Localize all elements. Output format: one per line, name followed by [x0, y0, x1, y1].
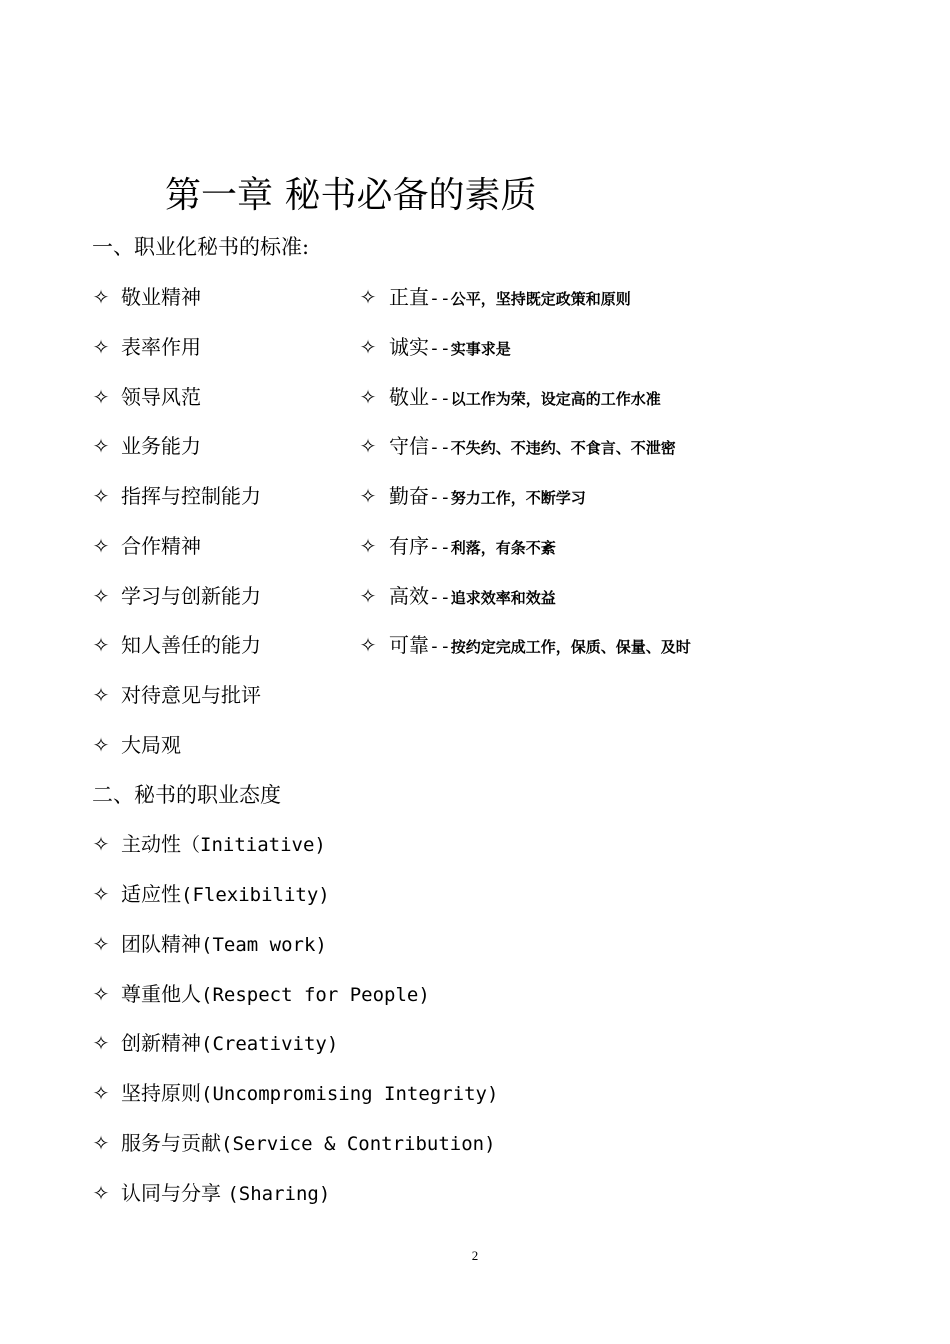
- attitude-en: (Service & Contribution): [221, 1133, 496, 1155]
- quality-separator: --: [429, 587, 451, 608]
- attitude-zh: 认同与分享: [121, 1181, 228, 1205]
- list-item: [0, 1028, 950, 1058]
- quality-description: 实事求是: [450, 340, 511, 358]
- attitude-zh: 尊重他人: [121, 982, 201, 1006]
- quality-item: [389, 282, 631, 314]
- quality-item: [389, 431, 676, 463]
- standard-item: 大局观: [121, 733, 181, 757]
- quality-description: 公平，坚持既定政策和原则: [450, 290, 631, 308]
- list-item: [0, 531, 950, 561]
- quality-separator: --: [429, 288, 451, 309]
- attitude-item: [121, 1128, 496, 1159]
- bullet-icon: ✧: [359, 484, 377, 508]
- attitude-zh: 主动性: [121, 832, 181, 856]
- attitude-en: (Respect for People): [201, 984, 430, 1006]
- attitude-en: (Sharing): [227, 1183, 331, 1205]
- chapter-title: 第一章 秘书必备的素质: [165, 175, 537, 216]
- quality-item: [389, 581, 556, 613]
- attitude-zh: 创新精神: [121, 1031, 201, 1055]
- attitude-item: [121, 1078, 498, 1109]
- quality-description: 按约定完成工作，保质、保量、及时: [450, 638, 691, 656]
- standard-item: 合作精神: [121, 534, 201, 558]
- bullet-icon: ✧: [92, 335, 110, 359]
- bullet-icon: ✧: [92, 633, 110, 657]
- list-item: [0, 1078, 950, 1108]
- list-item: [0, 382, 950, 412]
- attitude-item: [121, 929, 327, 960]
- list-item: [0, 680, 950, 710]
- quality-description: 利落，有条不紊: [450, 539, 556, 557]
- bullet-icon: ✧: [92, 1081, 110, 1105]
- bullet-icon: ✧: [92, 932, 110, 956]
- attitude-zh: 坚持原则: [121, 1081, 201, 1105]
- bullet-icon: ✧: [92, 484, 110, 508]
- list-item: [0, 332, 950, 362]
- attitude-item: [121, 1028, 338, 1059]
- quality-separator: --: [429, 487, 451, 508]
- list-item: [0, 630, 950, 660]
- bullet-icon: ✧: [92, 434, 110, 458]
- list-item: [0, 581, 950, 611]
- bullet-icon: ✧: [92, 733, 110, 757]
- bullet-icon: ✧: [92, 1131, 110, 1155]
- attitude-item: [121, 829, 326, 860]
- quality-item: [389, 531, 556, 563]
- quality-term: 可靠: [389, 633, 429, 657]
- standard-item: 表率作用: [121, 335, 201, 359]
- quality-separator: --: [429, 437, 451, 458]
- bullet-icon: ✧: [92, 385, 110, 409]
- bullet-icon: ✧: [359, 434, 377, 458]
- bullet-icon: ✧: [359, 385, 377, 409]
- standard-item: 指挥与控制能力: [121, 484, 261, 508]
- quality-term: 诚实: [389, 335, 429, 359]
- quality-description: 追求效率和效益: [450, 589, 556, 607]
- quality-separator: --: [429, 338, 451, 359]
- attitude-en: (Flexibility): [181, 884, 330, 906]
- standard-item: 敬业精神: [121, 285, 201, 309]
- list-item: [0, 1128, 950, 1158]
- bullet-icon: ✧: [359, 335, 377, 359]
- bullet-icon: ✧: [359, 584, 377, 608]
- quality-term: 敬业: [389, 385, 429, 409]
- standard-item: 领导风范: [121, 385, 201, 409]
- section-heading-standards: 一、职业化秘书的标准:: [92, 235, 310, 259]
- section-heading-attitude: 二、秘书的职业态度: [92, 783, 281, 807]
- attitude-zh: 服务与贡献: [121, 1131, 221, 1155]
- quality-description: 努力工作，不断学习: [450, 489, 586, 507]
- quality-item: [389, 481, 586, 513]
- quality-separator: --: [429, 537, 451, 558]
- attitude-en: (Team work): [201, 934, 327, 956]
- attitude-item: [121, 1178, 330, 1209]
- bullet-icon: ✧: [92, 584, 110, 608]
- bullet-icon: ✧: [92, 683, 110, 707]
- list-item: [0, 829, 950, 859]
- bullet-icon: ✧: [92, 882, 110, 906]
- quality-description: 不失约、不违约、不食言、不泄密: [450, 439, 676, 457]
- standard-item: 业务能力: [121, 434, 201, 458]
- attitude-en: (Creativity): [201, 1033, 339, 1055]
- quality-item: [389, 382, 661, 414]
- quality-term: 正直: [389, 285, 429, 309]
- quality-term: 有序: [389, 534, 429, 558]
- quality-term: 高效: [389, 584, 429, 608]
- bullet-icon: ✧: [92, 1031, 110, 1055]
- quality-separator: --: [429, 636, 451, 657]
- list-item: [0, 431, 950, 461]
- attitude-item: [121, 879, 330, 910]
- list-item: [0, 282, 950, 312]
- quality-description: 以工作为荣，设定高的工作水准: [450, 390, 661, 408]
- bullet-icon: ✧: [92, 1181, 110, 1205]
- attitude-zh: 适应性: [121, 882, 181, 906]
- bullet-icon: ✧: [359, 534, 377, 558]
- page-number: 2: [471, 1248, 479, 1263]
- list-item: [0, 1178, 950, 1208]
- attitude-zh: 团队精神: [121, 932, 201, 956]
- list-item: [0, 979, 950, 1009]
- bullet-icon: ✧: [92, 285, 110, 309]
- bullet-icon: ✧: [92, 832, 110, 856]
- quality-term: 守信: [389, 434, 429, 458]
- attitude-en: （Initiative): [181, 834, 326, 856]
- list-item: [0, 481, 950, 511]
- list-item: [0, 730, 950, 760]
- standard-item: 知人善任的能力: [121, 633, 261, 657]
- bullet-icon: ✧: [359, 285, 377, 309]
- bullet-icon: ✧: [359, 633, 377, 657]
- quality-item: [389, 630, 691, 662]
- standard-item: 对待意见与批评: [121, 683, 261, 707]
- attitude-item: [121, 979, 430, 1010]
- standard-item: 学习与创新能力: [121, 584, 261, 608]
- quality-term: 勤奋: [389, 484, 429, 508]
- list-item: [0, 879, 950, 909]
- quality-item: [389, 332, 511, 364]
- bullet-icon: ✧: [92, 534, 110, 558]
- bullet-icon: ✧: [92, 982, 110, 1006]
- attitude-en: (Uncompromising Integrity): [201, 1083, 499, 1105]
- list-item: [0, 929, 950, 959]
- quality-separator: --: [429, 388, 451, 409]
